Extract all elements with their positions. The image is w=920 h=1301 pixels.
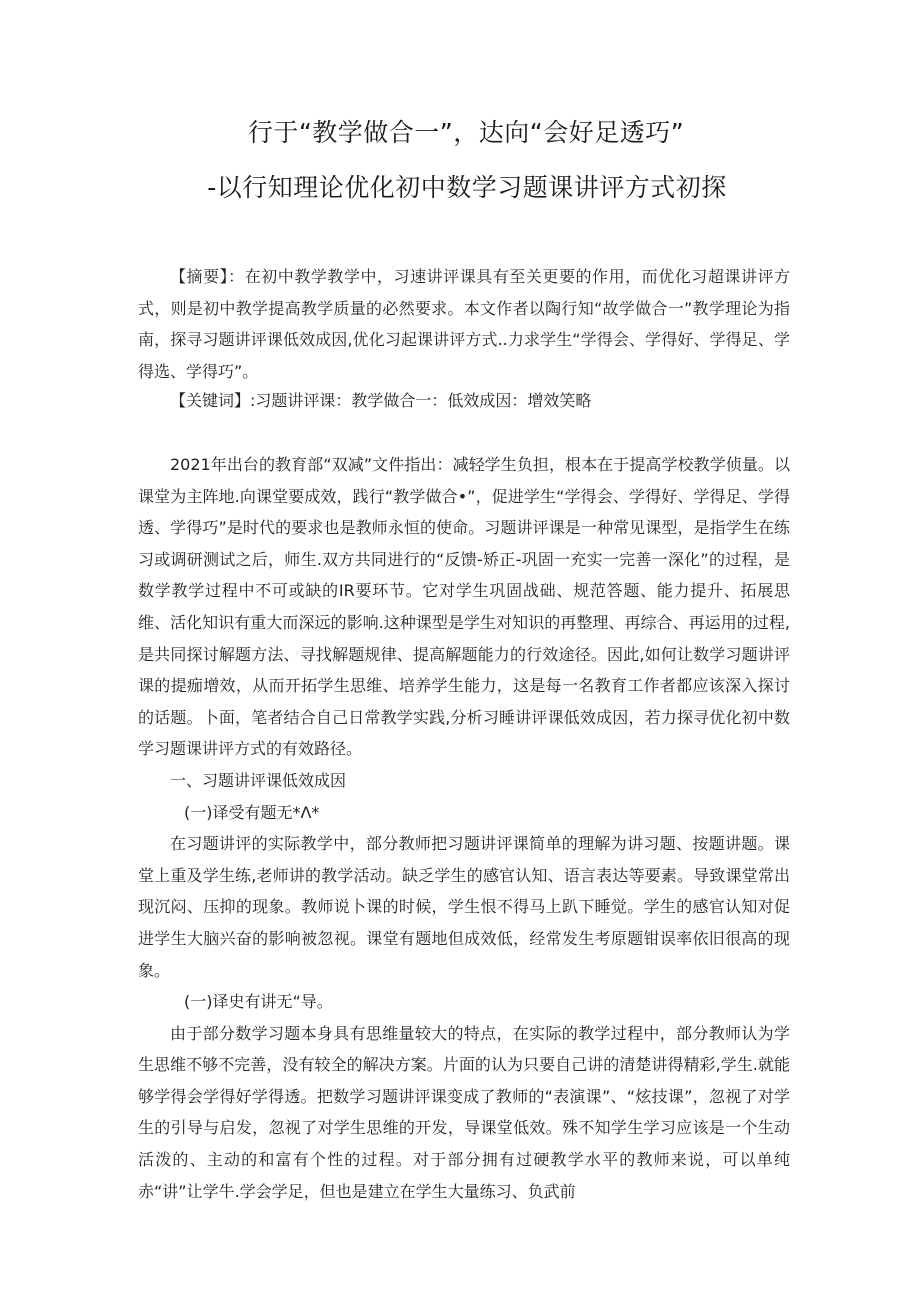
- subsection-heading-1: (一)译受有题无*Λ*: [184, 802, 320, 822]
- keywords-paragraph: 【关键词】:习题讲评课：教学做合一：低效成因：增效笑略: [170, 391, 592, 410]
- document-subtitle: -以行知理论优化初中数学习题课讲评方式初探: [207, 173, 727, 202]
- section-heading-1: 一、习题讲评课低效成因: [170, 770, 347, 790]
- document-title: 行于“教学做合一”，达向“会好足透巧”: [247, 118, 685, 147]
- main-body: [138, 449, 790, 1207]
- body-paragraph-3: 由于部分数学习题本身具有思维量较大的特点，在实际的教学过程中，部分教师认为学生思维不够不完善，没有较全的解决方案。片面的认为只要自己讲的清楚讲得精彩,学生.就能够学得会学得好学得透。把数学习题讲评课变成了教师的“表演课”、“炫技课”，忽视了对学生的引导与启发，忽视了对学生思维的开发，导课堂低效。殊不知学生学习应该是一个生动活泼的、主动的和富有个性的过程。对于部分拥有过硬教学水平的教师来说，可以单纯赤“讲”让学牛.学会学足，但也是建立在学生大量练习、负武前: [138, 1023, 790, 1201]
- abstract-paragraph: 【摘要】：在初中教学教学中，习速讲评课具有至关更要的作用，而优化习超课讲评方式，则是初中教学提高教学质量的必然要求。本文作者以陶行知“故学做合一”教学理论为指南，探寻习题讲评课低效成因,优化习起课讲评方式..力求学生“学得会、学得好、学得足、学得选、学得巧”。: [138, 267, 790, 381]
- body-paragraph-2: 在习题讲评的实际教学中，部分教师把习题讲评课简单的理解为讲习题、按题讲题。课堂上重及学生练,老师讲的教学活动。缺乏学生的感官认知、语言表达等要素。导致课堂常出现沉闷、压抑的现象。教师说卜课的时候，学生恨不得马上趴下睡觉。学生的感官认知对促进学生大脑兴奋的影响被忽视。课堂有题地但成效低，经常发生考原题钳误率依旧很高的现象。: [138, 834, 790, 980]
- subsection-heading-2: (一)译史有讲无“导。: [184, 992, 333, 1012]
- keywords-section: [138, 385, 790, 417]
- body-paragraph-1: 2021年出台的教育部“双减”文件指出：减轻学生负担，根本在于提高学校教学侦量。以课堂为主阵地.向课堂要成效，践行“教学做合•”，促进学生“学得会、学得好、学得足、学得透、学得巧”是时代的要求也是教师永恒的使命。习题讲评课是一种常见课型，是指学生在练习或调研测试之后，师生.双方共同进行的“反馈-矫正-巩固一充实一完善一深化”的过程，是数学教学过程中不可或缺的IR要环节。它对学生巩固战础、规范答题、能力提升、拓展思维、活化知识有重大而深远的影响.这种课型是学生对知识的再整理、再综合、再运用的过程,是共同探讨解题方法、寻找解题规律、提高解题能力的行效途径。因此,如何让数学习题讲评课的提痂增效，从而开拓学生思维、培养学生能力，这是每一名教育工作者都应该深入探讨的话题。卜面，笔者结合自己日常教学实践,分析习睡讲评课低效成因，若力探寻优化初中数学习题课讲评方式的有效路径。: [138, 455, 790, 759]
- abstract-section: [138, 261, 790, 387]
